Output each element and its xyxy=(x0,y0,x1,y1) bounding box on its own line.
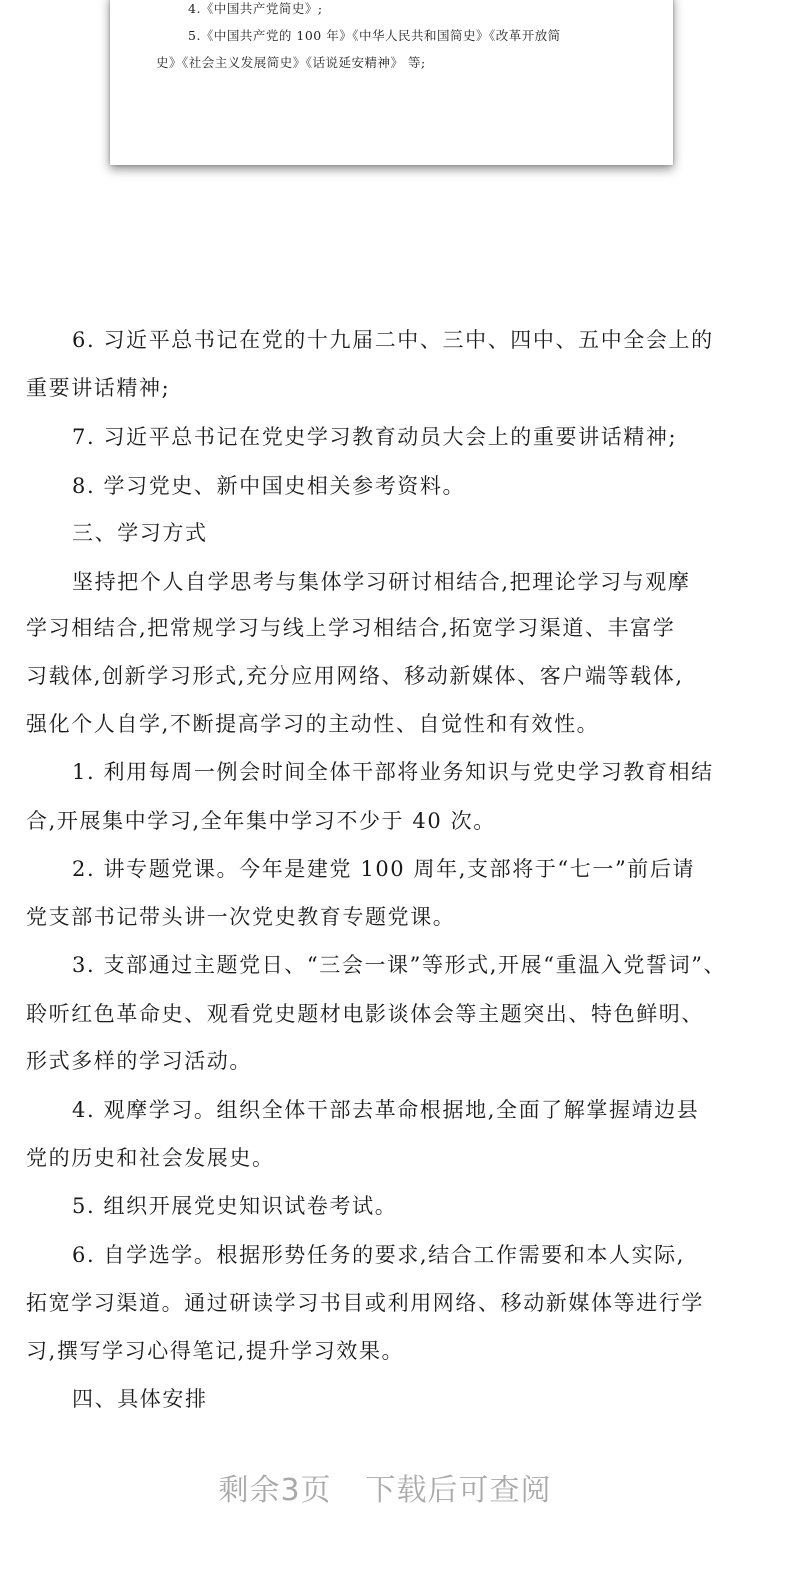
text-line: 强化个人自学,不断提高学习的主动性、自觉性和有效性。 xyxy=(26,712,600,736)
text-line: 3. 支部通过主题党日、“三会一课”等形式,开展“重温入党誓词”、 xyxy=(72,953,727,977)
text-line: 7. 习近平总书记在党史学习教育动员大会上的重要讲话精神; xyxy=(72,425,678,449)
remaining-pages-count: 剩余3页 xyxy=(218,1473,332,1508)
text-line: 6. 习近平总书记在党的十九届二中、三中、四中、五中全会上的 xyxy=(72,328,714,352)
text-line: 党的历史和社会发展史。 xyxy=(26,1146,275,1170)
preview-line: 4.《中国共产党简史》; xyxy=(188,1,323,16)
section-heading: 三、学习方式 xyxy=(72,521,208,545)
text-line: 学习相结合,把常规学习与线上学习相结合,拓宽学习渠道、丰富学 xyxy=(26,616,676,640)
text-line: 习,撰写学习心得笔记,提升学习效果。 xyxy=(26,1339,405,1363)
section-heading: 四、具体安排 xyxy=(72,1387,208,1411)
text-line: 党支部书记带头讲一次党史教育专题党课。 xyxy=(26,905,456,929)
preview-line: 5.《中国共产党的 100 年》《中华人民共和国简史》《改革开放简 xyxy=(188,28,561,43)
text-line: 2. 讲专题党课。今年是建党 100 周年,支部将于“七一”前后请 xyxy=(72,857,696,881)
text-line: 8. 学习党史、新中国史相关参考资料。 xyxy=(72,474,466,498)
text-line: 合,开展集中学习,全年集中学习不少于 40 次。 xyxy=(26,809,496,833)
text-line: 聆听红色革命史、观看党史题材电影谈体会等主题突出、特色鲜明、 xyxy=(26,1002,704,1026)
text-line: 5. 组织开展党史知识试卷考试。 xyxy=(72,1194,398,1218)
text-line: 重要讲话精神; xyxy=(26,376,171,400)
text-line: 6. 自学选学。根据形势任务的要求,结合工作需要和本人实际, xyxy=(72,1243,686,1267)
text-line: 形式多样的学习活动。 xyxy=(26,1049,252,1073)
text-line: 4. 观摩学习。组织全体干部去革命根据地,全面了解掌握靖边县 xyxy=(72,1098,700,1122)
text-line: 拓宽学习渠道。通过研读学习书目或利用网络、移动新媒体等进行学 xyxy=(26,1291,704,1315)
remaining-pages-notice[interactable] xyxy=(0,1465,770,1509)
text-line: 1. 利用每周一例会时间全体干部将业务知识与党史学习教育相结 xyxy=(72,760,714,784)
text-line: 坚持把个人自学思考与集体学习研讨相结合,把理论学习与观摩 xyxy=(72,570,691,594)
previous-page-preview xyxy=(110,0,673,165)
download-hint: 下载后可查阅 xyxy=(365,1473,552,1508)
preview-line: 史》《社会主义发展简史》《话说延安精神》 等; xyxy=(156,55,426,70)
text-line: 习载体,创新学习形式,充分应用网络、移动新媒体、客户端等载体, xyxy=(26,664,684,688)
